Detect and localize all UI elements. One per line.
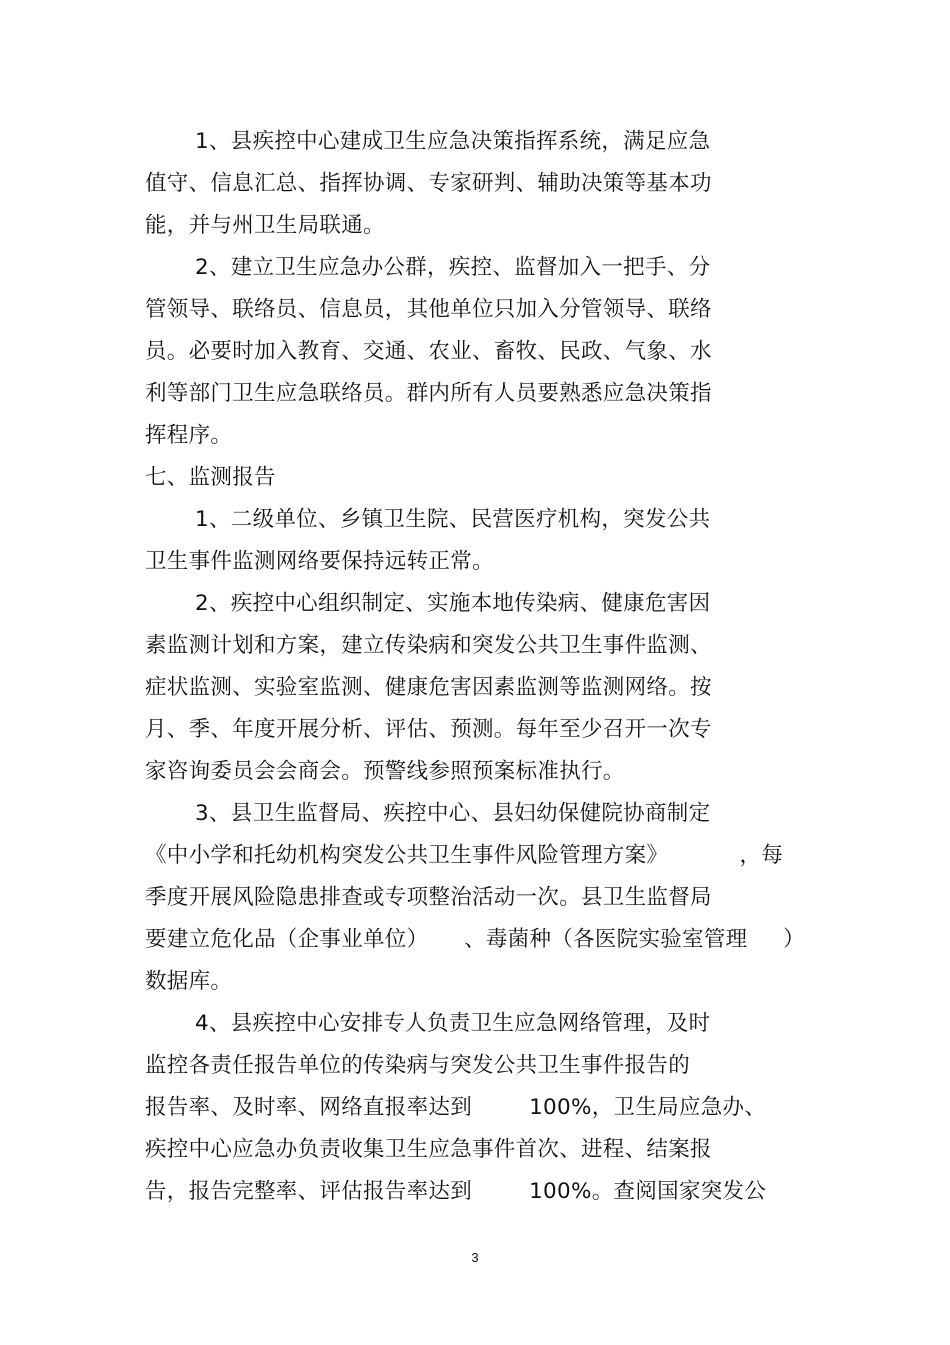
paragraph-2-line-3: 员。必要时加入教育、交通、农业、畜牧、民政、气象、水 bbox=[145, 339, 712, 364]
paragraph-4-line-5: 家咨询委员会会商会。预警线参照预案标准执行。 bbox=[145, 759, 625, 784]
paragraph-4-line-3: 症状监测、实验室监测、健康危害因素监测等监测网络。按 bbox=[145, 675, 712, 700]
paragraph-3-line-2: 卫生事件监测网络要保持远转正常。 bbox=[145, 549, 494, 574]
paragraph-5-line-2: 《中小学和托幼机构突发公共卫生事件风险管理方案》 ，每 bbox=[145, 843, 784, 868]
paragraph-6-line-5: 告，报告完整率、评估报告率达到 100%。查阅国家突发公 bbox=[145, 1179, 767, 1204]
paragraph-5-line-1: 3、县卫生监督局、疾控中心、县妇幼保健院协商制定 bbox=[195, 801, 711, 826]
paragraph-2-line-1: 2、建立卫生应急办公群，疾控、监督加入一把手、分 bbox=[195, 255, 711, 280]
paragraph-1-line-1: 1、县疾控中心建成卫生应急决策指挥系统，满足应急 bbox=[195, 129, 711, 154]
paragraph-2-line-2: 管领导、联络员、信息员，其他单位只加入分管领导、联络 bbox=[145, 297, 712, 322]
paragraph-4-line-4: 月、季、年度开展分析、评估、预测。每年至少召开一次专 bbox=[145, 717, 712, 742]
paragraph-5-line-5: 数据库。 bbox=[145, 969, 233, 994]
paragraph-3-line-1: 1、二级单位、乡镇卫生院、民营医疗机构，突发公共 bbox=[195, 507, 711, 532]
paragraph-5-line-4: 要建立危化品（企事业单位） 、毒菌种（各医院实验室管理 ） bbox=[145, 927, 805, 952]
page-number: 3 bbox=[471, 1250, 479, 1265]
paragraph-6-line-1: 4、县疾控中心安排专人负责卫生应急网络管理，及时 bbox=[195, 1011, 711, 1036]
paragraph-5-line-3: 季度开展风险隐患排查或专项整治活动一次。县卫生监督局 bbox=[145, 885, 712, 910]
paragraph-1-line-3: 能，并与州卫生局联通。 bbox=[145, 213, 385, 238]
paragraph-4-line-2: 素监测计划和方案，建立传染病和突发公共卫生事件监测、 bbox=[145, 633, 712, 658]
paragraph-4-line-1: 2、疾控中心组织制定、实施本地传染病、健康危害因 bbox=[195, 591, 711, 616]
paragraph-2-line-4: 利等部门卫生应急联络员。群内所有人员要熟悉应急决策指 bbox=[145, 381, 712, 406]
paragraph-6-line-3: 报告率、及时率、网络直报率达到 100%，卫生局应急办、 bbox=[145, 1095, 767, 1120]
section-heading: 七、监测报告 bbox=[145, 465, 276, 490]
paragraph-1-line-2: 值守、信息汇总、指挥协调、专家研判、辅助决策等基本功 bbox=[145, 171, 712, 196]
paragraph-6-line-2: 监控各责任报告单位的传染病与突发公共卫生事件报告的 bbox=[145, 1053, 691, 1078]
paragraph-2-line-5: 挥程序。 bbox=[145, 423, 233, 448]
paragraph-6-line-4: 疾控中心应急办负责收集卫生应急事件首次、进程、结案报 bbox=[145, 1137, 712, 1162]
